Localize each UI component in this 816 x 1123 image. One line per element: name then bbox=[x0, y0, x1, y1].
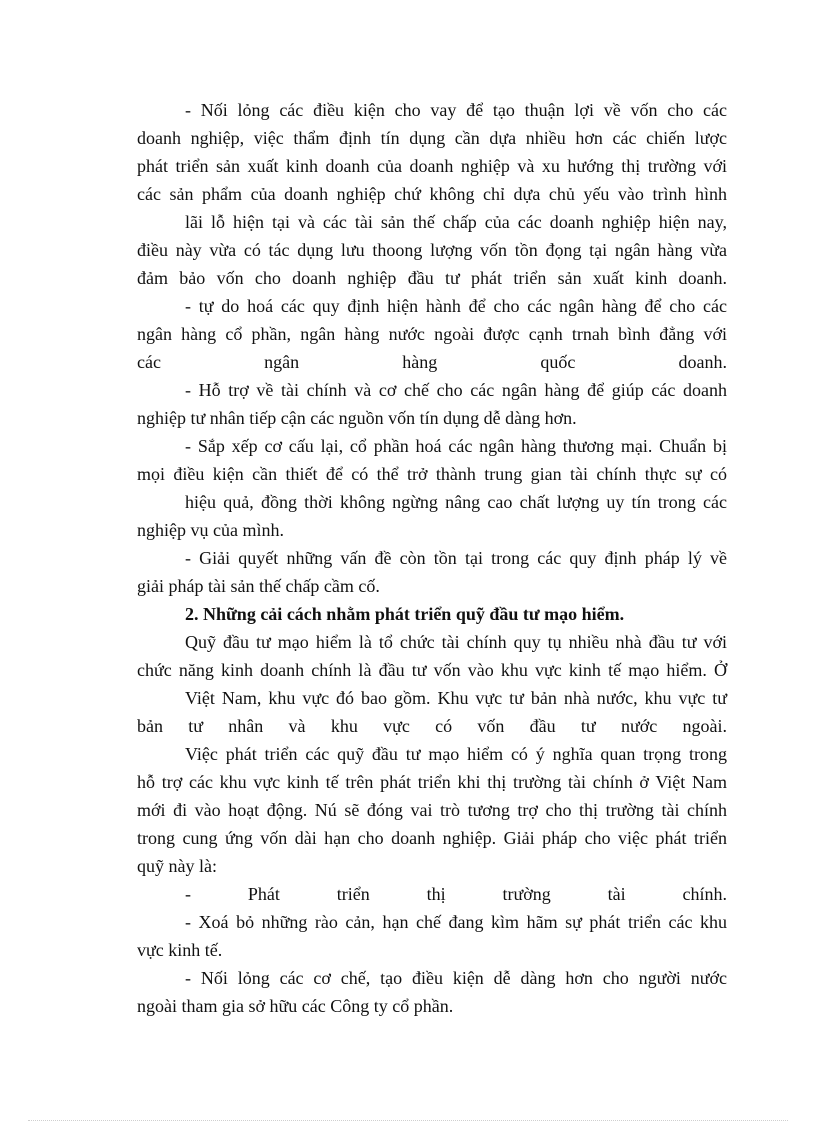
text-line: Việc phát triển các quỹ đầu tư mạo hiểm có ý nghĩa quan trọng trong bbox=[185, 744, 727, 764]
text-line: phát triển sản xuất kinh doanh của doanh nghiệp và xu hướng thị trường với bbox=[137, 156, 727, 176]
text-line: hỗ trợ các khu vực kinh tế trên phát triển khi thị trường tài chính ở Việt Nam bbox=[137, 772, 727, 792]
text-line: điều này vừa có tác dụng lưu thoong lượng vốn tồn đọng tại ngân hàng vừa bbox=[137, 240, 727, 260]
text-line: - tự do hoá các quy định hiện hành để cho các ngân hàng để cho các bbox=[185, 296, 727, 316]
text-line: quỹ này là: bbox=[137, 856, 217, 876]
text-line: các ngân hàng quốc doanh. bbox=[137, 352, 727, 372]
text-line: trong cung ứng vốn dài hạn cho doanh nghiệp. Giải pháp cho việc phát triển bbox=[137, 828, 727, 848]
text-line: nghiệp tư nhân tiếp cận các nguồn vốn tín dụng dễ dàng hơn. bbox=[137, 408, 577, 428]
text-line: - Phát triển thị trường tài chính. bbox=[185, 884, 727, 904]
text-line: - Nối lỏng các cơ chế, tạo điều kiện dễ dàng hơn cho người nước bbox=[185, 968, 727, 988]
text-line: ngoài tham gia sở hữu các Công ty cổ phần. bbox=[137, 996, 454, 1016]
text-line: ngân hàng cổ phần, ngân hàng nước ngoài được cạnh trnah bình đẳng với bbox=[137, 324, 727, 344]
text-line: nghiệp vụ của mình. bbox=[137, 520, 284, 540]
text-line: - Hỗ trợ về tài chính và cơ chế cho các ngân hàng để giúp các doanh bbox=[185, 380, 727, 400]
text-line: chức năng kinh doanh chính là đầu tư vốn vào khu vực kinh tế mạo hiểm. Ở bbox=[137, 660, 727, 680]
text-line: vực kinh tế. bbox=[137, 940, 223, 960]
text-line: - Sắp xếp cơ cấu lại, cổ phần hoá các ngân hàng thương mại. Chuẩn bị bbox=[185, 436, 727, 456]
text-line: mới đi vào hoạt động. Nú sẽ đóng vai trò tương trợ cho thị trường tài chính bbox=[137, 800, 727, 820]
section-heading: 2. Những cải cách nhằm phát triển quỹ đầu tư mạo hiểm. bbox=[185, 604, 625, 624]
text-line: - Nối lỏng các điều kiện cho vay để tạo thuận lợi về vốn cho các bbox=[185, 100, 727, 120]
text-line: đảm bảo vốn cho doanh nghiệp đầu tư phát triển sản xuất kinh doanh. bbox=[137, 268, 727, 288]
text-line: - Xoá bỏ những rào cản, hạn chế đang kìm hãm sự phát triển các khu bbox=[185, 912, 727, 932]
text-line: lãi lỗ hiện tại và các tài sản thế chấp của các doanh nghiệp hiện nay, bbox=[185, 212, 727, 232]
text-line: các sản phẩm của doanh nghiệp chứ không chỉ dựa chủ yếu vào trình hình bbox=[137, 184, 727, 204]
text-line: giải pháp tài sản thế chấp cầm cố. bbox=[137, 576, 380, 596]
text-line: Việt Nam, khu vực đó bao gồm. Khu vực tư bản nhà nước, khu vực tư bbox=[185, 688, 727, 708]
text-line: hiệu quả, đồng thời không ngừng nâng cao chất lượng uy tín trong các bbox=[185, 492, 727, 512]
text-line: Quỹ đầu tư mạo hiểm là tổ chức tài chính quy tụ nhiều nhà đầu tư với bbox=[185, 632, 727, 652]
text-line: mọi điều kiện cần thiết để có thể trở thành trung gian tài chính thực sự có bbox=[137, 464, 727, 484]
text-line: - Giải quyết những vấn đề còn tồn tại trong các quy định pháp lý về bbox=[185, 548, 727, 568]
page-bottom-rule bbox=[28, 1120, 788, 1121]
text-line: doanh nghiệp, việc thẩm định tín dụng cần dựa nhiều hơn các chiến lược bbox=[137, 128, 727, 148]
text-line: bản tư nhân và khu vực có vốn đầu tư nước ngoài. bbox=[137, 716, 727, 736]
